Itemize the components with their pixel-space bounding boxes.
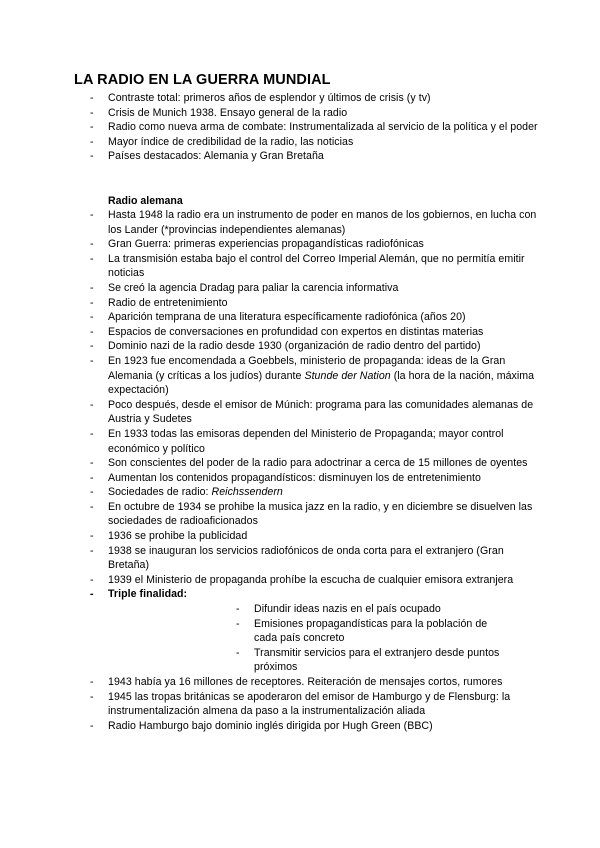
list-item-societies <box>0 485 600 500</box>
list-item: - Radio de entretenimiento <box>0 296 600 311</box>
list-item: - Hasta 1948 la radio era un instrumento de poder en manos de los gobiernos, en lucha con los Lander (*provincias independientes alemanas) <box>0 208 600 237</box>
list-item: - Dominio nazi de la radio desde 1930 (organización de radio dentro del partido) <box>0 339 600 354</box>
list-item: - 1936 se prohibe la publicidad <box>0 529 600 544</box>
sublist-item: - Difundir ideas nazis en el país ocupado <box>108 602 540 617</box>
list-item: - 1945 las tropas británicas se apoderaron del emisor de Hamburgo y de Flensburg: la instrumentalización almena da paso a la instrumentalización aliada <box>0 690 600 719</box>
triple-sublist <box>108 602 540 675</box>
list-item: - Crisis de Munich 1938. Ensayo general de la radio <box>0 106 600 121</box>
list-item: - Poco después, desde el emisor de Múnich: programa para las comunidades alemanas de Austria y Sudetes <box>0 398 600 427</box>
text-span: (la hora de la nación, máxima expectación) <box>108 369 535 397</box>
italic-term: Reichssendern <box>211 486 283 499</box>
list-item: - Gran Guerra: primeras experiencias propagandísticas radiofónicas <box>0 237 600 252</box>
list-item: - Son conscientes del poder de la radio para adoctrinar a cerca de 15 millones de oyentes <box>0 456 600 471</box>
sublist-item: - Transmitir servicios para el extranjero desde puntos próximos <box>108 646 540 675</box>
list-item: - En 1933 todas las emisoras dependen del Ministerio de Propaganda; mayor control económico y político <box>0 427 600 456</box>
list-item: - Se creó la agencia Dradag para paliar la carencia informativa <box>0 281 600 296</box>
list-item: - Espacios de conversaciones en profundidad con expertos en distintas materias <box>0 325 600 340</box>
list-item: - Contraste total: primeros años de esplendor y últimos de crisis (y tv) <box>0 91 600 106</box>
list-item-goebbels <box>0 354 600 398</box>
intro-list <box>0 91 600 164</box>
list-item: - En octubre de 1934 se prohibe la musica jazz en la radio, y en diciembre se disuelven las sociedades de radioaficionados <box>0 500 600 529</box>
italic-term: Stunde der Nation <box>304 369 391 382</box>
list-item: - 1938 se inauguran los servicios radiofónicos de onda corta para el extranjero (Gran Bretaña) <box>0 544 600 573</box>
list-item-triple-finalidad <box>0 587 600 675</box>
list-item: - 1939 el Ministerio de propaganda prohíbe la escucha de cualquier emisora extranjera <box>0 573 600 588</box>
section-heading: Radio alemana <box>108 195 183 207</box>
german-radio-list <box>0 208 600 733</box>
list-item: - Países destacados: Alemania y Gran Bretaña <box>0 149 600 164</box>
list-item: - Aumentan los contenidos propagandísticos: disminuyen los de entretenimiento <box>0 471 600 486</box>
list-item: - Radio como nueva arma de combate: Instrumentalizada al servicio de la política y el poder <box>0 120 600 135</box>
list-item: - La transmisión estaba bajo el control del Correo Imperial Alemán, que no permitía emitir noticias <box>0 252 600 281</box>
sublist-item: - Emisiones propagandísticas para la población de cada país concreto <box>108 617 540 646</box>
list-item: - Radio Hamburgo bajo dominio inglés dirigida por Hugh Green (BBC) <box>0 719 600 734</box>
list-item: - 1943 había ya 16 millones de receptores. Reiteración de mensajes cortos, rumores <box>0 675 600 690</box>
triple-heading: Triple finalidad: <box>108 588 188 601</box>
text-span: Sociedades de radio: <box>108 486 212 499</box>
text-span: En 1923 fue encomendada a Goebbels, ministerio de propaganda: ideas de la Gran Alemania (y críticas a los judíos) durante <box>108 354 506 382</box>
list-item: - Aparición temprana de una literatura específicamente radiofónica (años 20) <box>0 310 600 325</box>
page-title: LA RADIO EN LA GUERRA MUNDIAL <box>74 72 331 88</box>
list-item: - Mayor índice de credibilidad de la radio, las noticias <box>0 135 600 150</box>
